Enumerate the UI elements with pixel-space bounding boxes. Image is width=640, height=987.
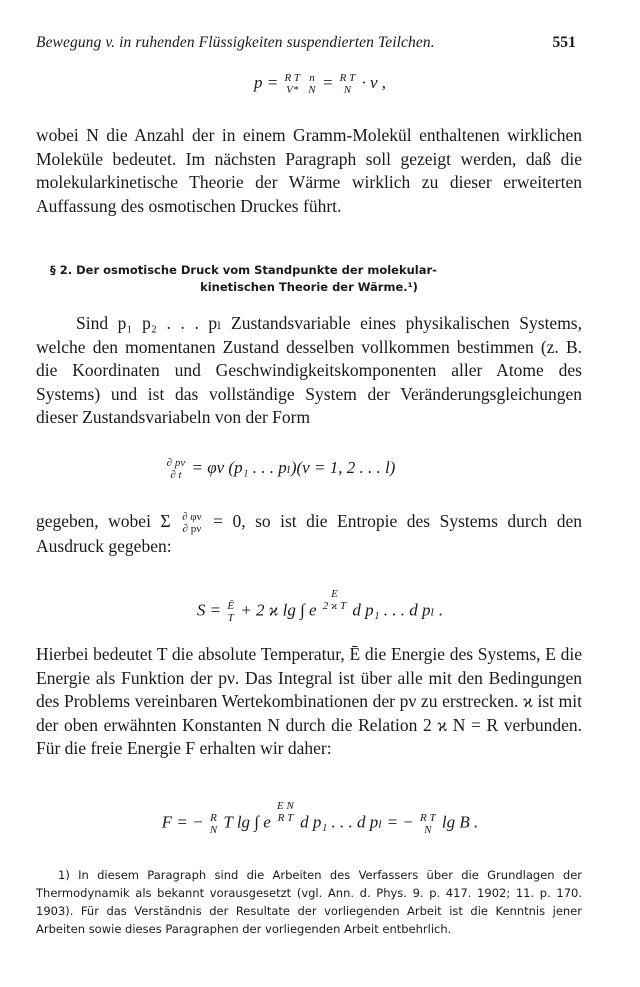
footnote: 1) In diesem Paragraph sind die Arbeiten des Verfassers über die Grundlagen der Thermodynamik als bekannt vorausgesetzt (vgl. Ann. d. Phys. 9. p. 417. 1902; 11. p. 170. 1903). Für das Verständnis der Resultate der vorliegenden Arbeit ist die Kenntnis jener Arbeiten sowie dieses Paragraphen der vorliegenden Arbeit entbehrlich.	[36, 868, 582, 936]
para3-after: = 0, so ist die Entropie des Systems durch den Ausdruck gegeben:	[36, 511, 583, 556]
eq4-exponent: E N R T	[277, 800, 294, 824]
eq1-lhs: p =	[253, 72, 279, 92]
eq4-lhs: F = −	[161, 812, 204, 832]
paragraph-4: Hierbei bedeutet T die absolute Temperatur, Ē die Energie des Systems, E die Energie als Funktion der pν. Das Integral ist über alle mit den Bedingungen des Problems vereinbaren Wertekombinationen der pν zu erstrecken. ϰ ist mit der oben erwähnten Konstanten N durch die Relation 2 ϰ N = R verbunden. Für die freie Energie F erhalten wir daher:	[36, 644, 582, 758]
eq4-frac-2: R T N	[420, 811, 436, 836]
equation-state	[0, 457, 600, 481]
paragraph-2: Sind p₁ p₂ . . . pₗ Zustandsvariable eines physikalischen Systems, welche den momentanen Zustand desselben vollkommen bestimmen (z. B. die Koordinaten und Geschwindigkeitskomponenten aller Atome des Systems) und ist das vollständige System der Veränderungsgleichungen dieser Zustandsvariabeln von der Form	[36, 313, 582, 427]
equation-pressure	[0, 72, 640, 96]
eq1-tail: · ν ,	[361, 72, 387, 92]
eq1-frac-2: n N	[308, 72, 316, 96]
para3-before: gegeben, wobei Σ	[36, 511, 171, 531]
eq4-tail: lg B .	[441, 812, 479, 832]
paragraph-3	[36, 510, 582, 558]
eq3-integral: + 2 ϰ lg ∫ e	[240, 600, 317, 620]
eq1-equals: =	[321, 72, 334, 92]
eq3-exponent: E 2 ϰ T	[322, 588, 347, 612]
section-heading-line-2: kinetischen Theorie der Wärme.¹)	[200, 280, 418, 294]
eq4-frac-1: R N	[209, 811, 218, 836]
eq4-middle: d p₁ . . . d pₗ = −	[300, 812, 414, 832]
paragraph-1: wobei N die Anzahl der in einem Gramm-Molekül enthaltenen wirklichen Moleküle bedeutet. Im nächsten Paragraph soll gezeigt werden, daß die molekularkinetische Theorie der Wärme wirklich zu dieser erweiterten Auffassung des osmotischen Druckes führt.	[36, 125, 582, 216]
eq2-frac: ∂ pν ∂ t	[166, 457, 186, 481]
running-title: Bewegung v. in ruhenden Flüssigkeiten suspendierten Teilchen.	[36, 34, 435, 51]
para3-frac: ∂ φν ∂ pν	[182, 510, 202, 535]
equation-free-energy	[0, 800, 640, 836]
section-heading	[36, 262, 582, 296]
eq3-tail: d p₁ . . . d pₗ .	[352, 600, 444, 620]
page-number: 551	[552, 34, 576, 51]
eq1-frac-3: R T N	[339, 72, 356, 96]
eq2-rhs: = φν (p₁ . . . pₗ)(ν = 1, 2 . . . l)	[191, 457, 396, 477]
section-heading-line-1: § 2. Der osmotische Druck vom Standpunkte der molekular-	[50, 263, 437, 277]
eq1-frac-1: R T V*	[284, 72, 301, 96]
running-header	[36, 34, 576, 52]
eq3-frac: Ē T	[227, 599, 235, 624]
equation-entropy	[0, 588, 640, 624]
eq3-lhs: S =	[196, 600, 222, 620]
eq4-integral: T lg ∫ e	[223, 812, 271, 832]
